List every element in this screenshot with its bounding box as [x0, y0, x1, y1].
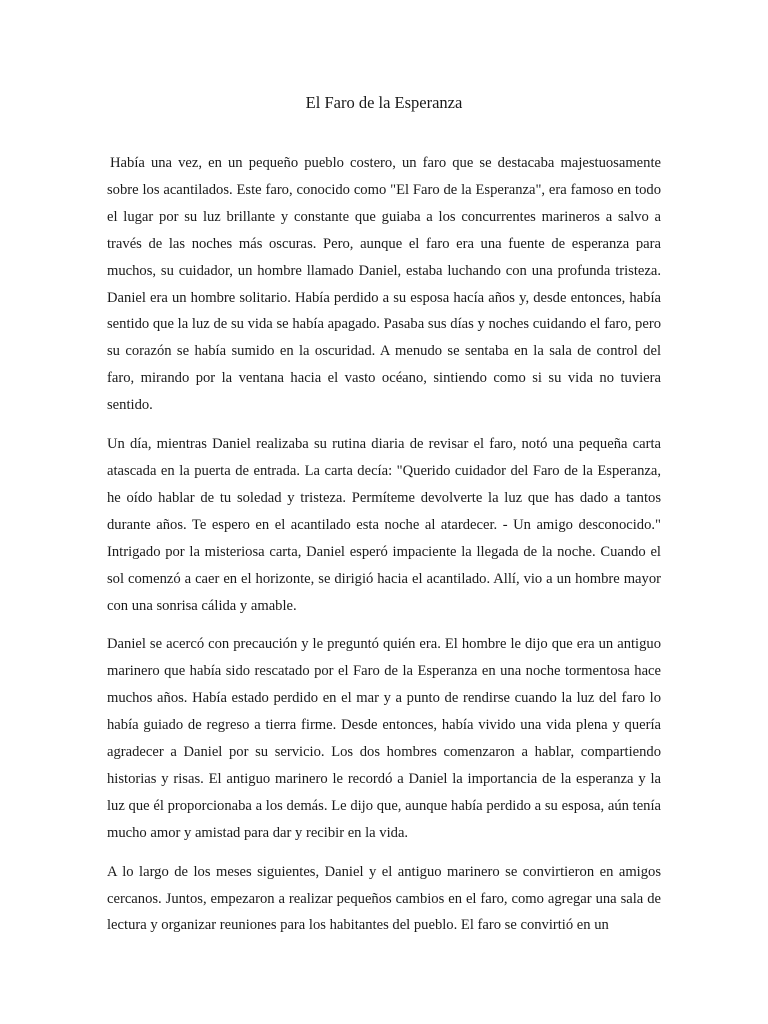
paragraph-1: Había una vez, en un pequeño pueblo costero, un faro que se destacaba majestuosamente sobre los acantilados. Este faro, conocido como "El Faro de la Esperanza", era famoso en todo el lugar por su luz brillante y constante que guiaba a los concurrentes marineros a salvo a través de las noches más oscuras. Pero, aunque el faro era una fuente de esperanza para muchos, su cuidador, un hombre llamado Daniel, estaba luchando con una profunda tristeza. Daniel era un hombre solitario. Había perdido a su esposa hacía años y, desde entonces, había sentido que la luz de su vida se había apagado. Pasaba sus días y noches cuidando el faro, pero su corazón se había sumido en la oscuridad. A menudo se sentaba en la sala de control del faro, mirando por la ventana hacia el vasto océano, sintiendo como si su vida no tuviera sentido. — [107, 155, 661, 414]
document-title: El Faro de la Esperanza — [305, 93, 463, 112]
document-body — [107, 150, 661, 951]
paragraph-3: Daniel se acercó con precaución y le preguntó quién era. El hombre le dijo que era un antiguo marinero que había sido rescatado por el Faro de la Esperanza en una noche tormentosa hace muchos años. Había estado perdido en el mar y a punto de rendirse cuando la luz del faro lo había guiado de regreso a tierra firme. Desde entonces, había vivido una vida plena y quería agradecer a Daniel por su servicio. Los dos hombres comenzaron a hablar, compartiendo historias y risas. El antiguo marinero le recordó a Daniel la importancia de la esperanza y la luz que él proporcionaba a los demás. Le dijo que, aunque había perdido a su esposa, aún tenía mucho amor y amistad para dar y recibir en la vida. — [107, 636, 661, 841]
paragraph-2: Un día, mientras Daniel realizaba su rutina diaria de revisar el faro, notó una pequeña carta atascada en la puerta de entrada. La carta decía: "Querido cuidador del Faro de la Esperanza, he oído hablar de tu soledad y tristeza. Permíteme devolverte la luz que has dado a tantos durante años. Te espero en el acantilado esta noche al atardecer. - Un amigo desconocido." Intrigado por la misteriosa carta, Daniel esperó impaciente la llegada de la noche. Cuando el sol comenzó a caer en el horizonte, se dirigió hacia el acantilado. Allí, vio a un hombre mayor con una sonrisa cálida y amable. — [107, 436, 661, 614]
paragraph-4: A lo largo de los meses siguientes, Daniel y el antiguo marinero se convirtieron en amigos cercanos. Juntos, empezaron a realizar pequeños cambios en el faro, como agregar una sala de lectura y organizar reuniones para los habitantes del pueblo. El faro se convirtió en un — [107, 863, 661, 934]
